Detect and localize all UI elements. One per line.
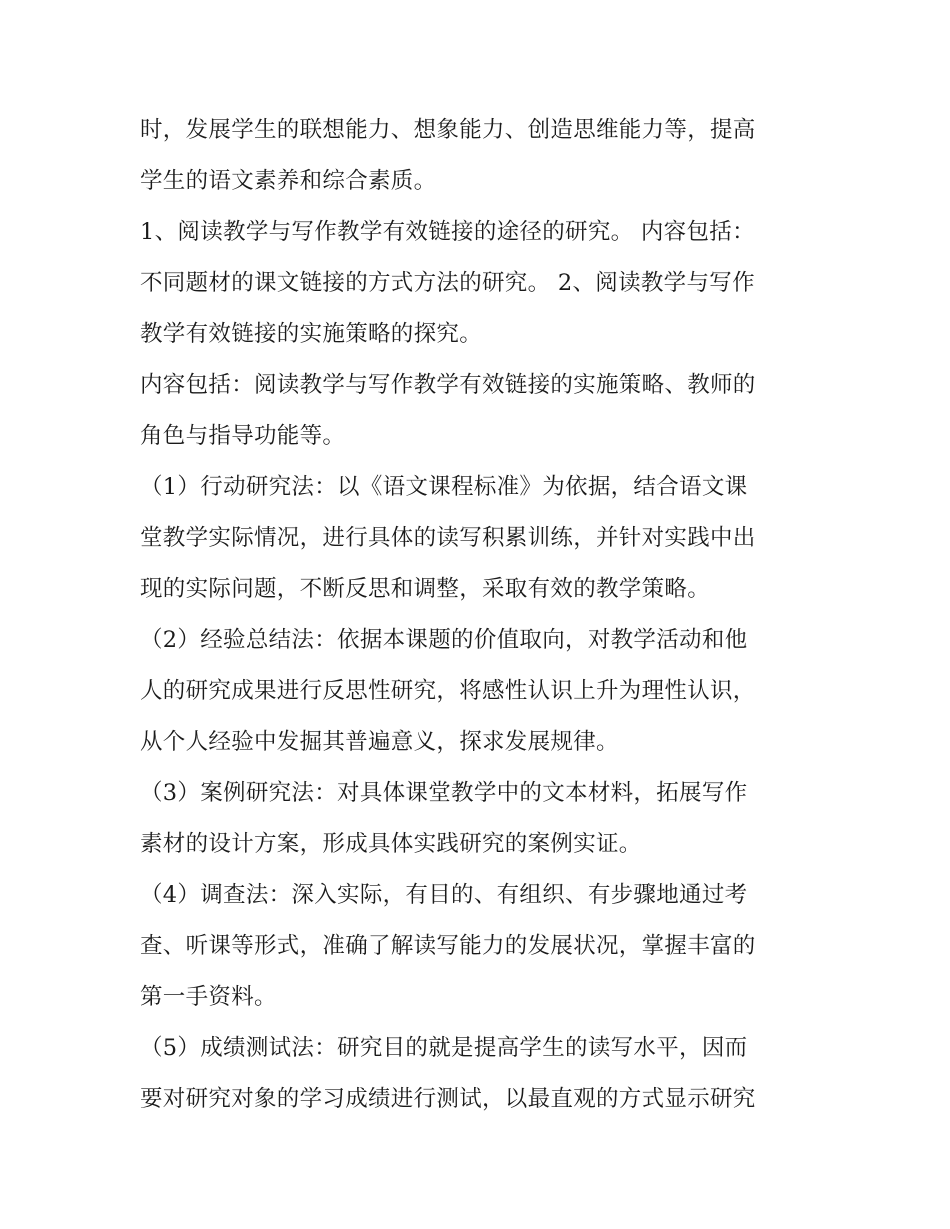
text-line: 素材的设计方案，形成具体实践研究的案例实证。 xyxy=(140,831,642,857)
text-line: 从个人经验中发掘其普遍意义，探求发展规律。 xyxy=(140,729,619,755)
text-line: 教学有效链接的实施策略的探究。 xyxy=(140,321,483,347)
text-line: 查、听课等形式，准确了解读写能力的发展状况，掌握丰富的 xyxy=(140,933,756,959)
text-line: 内容包括：阅读教学与写作教学有效链接的实施策略、教师的 xyxy=(140,372,756,398)
text-line: 角色与指导功能等。 xyxy=(140,423,346,449)
text-line: 现的实际问题，不断反思和调整，采取有效的教学策略。 xyxy=(140,576,711,602)
text-line: 人的研究成果进行反思性研究，将感性认识上升为理性认识， xyxy=(140,678,756,704)
text-line: 时，发展学生的联想能力、想象能力、创造思维能力等，提高 xyxy=(140,117,756,143)
text-line: 不同题材的课文链接的方式方法的研究。 2、阅读教学与写作 xyxy=(140,270,755,296)
text-line: 堂教学实际情况，进行具体的读写积累训练，并针对实践中出 xyxy=(140,525,756,551)
text-line: 学生的语文素养和综合素质。 xyxy=(140,168,437,194)
text-line: 要对研究对象的学习成绩进行测试，以最直观的方式显示研究 xyxy=(140,1086,756,1112)
document-body xyxy=(140,105,820,1125)
text-line: （2）经验总结法：依据本课题的价值取向，对教学活动和他 xyxy=(140,627,748,653)
text-line: 1、阅读教学与写作教学有效链接的途径的研究。 内容包括： xyxy=(140,219,755,245)
text-line: （5）成绩测试法：研究目的就是提高学生的读写水平，因而 xyxy=(140,1035,748,1061)
text-line: （4）调查法：深入实际，有目的、有组织、有步骤地通过考 xyxy=(140,882,748,908)
text-line: （1）行动研究法：以《语文课程标准》为依据，结合语文课 xyxy=(140,474,748,500)
text-line: （3）案例研究法：对具体课堂教学中的文本材料，拓展写作 xyxy=(140,780,748,806)
text-line: 第一手资料。 xyxy=(140,984,277,1010)
